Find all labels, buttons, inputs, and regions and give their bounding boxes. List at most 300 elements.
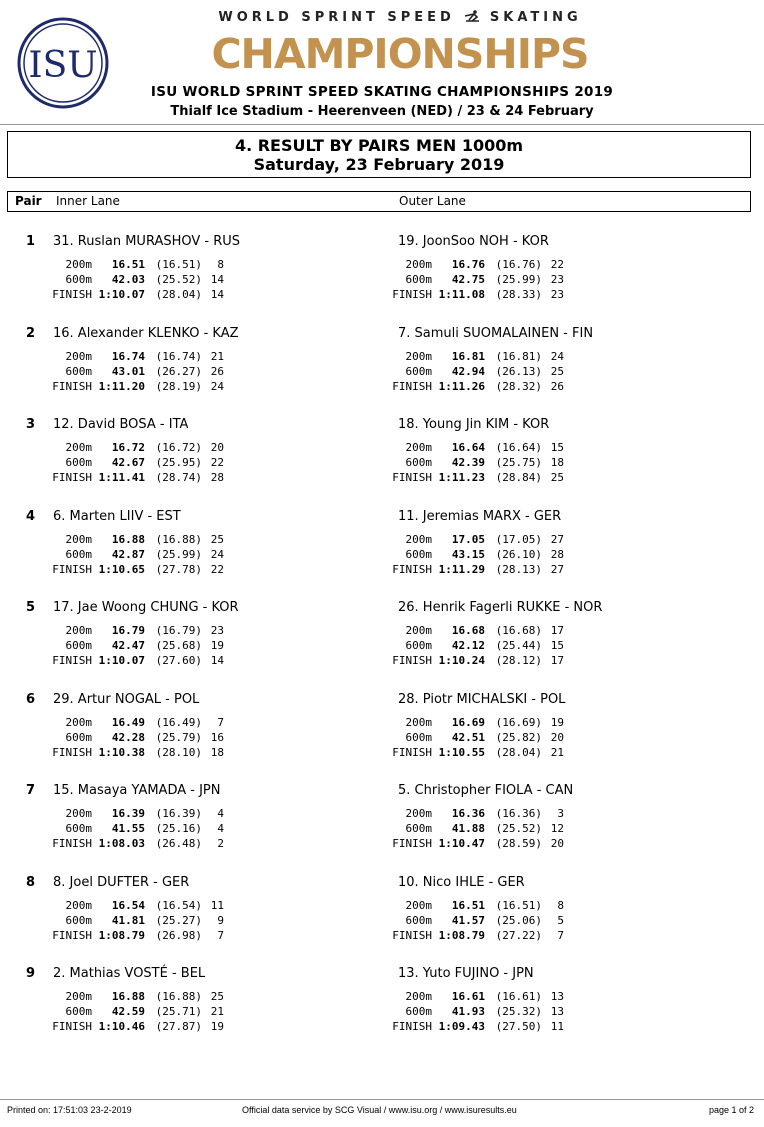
lap-time: (16.88) bbox=[155, 990, 202, 1003]
inner-split-row bbox=[22, 624, 262, 638]
top-line-end: SKATING bbox=[489, 10, 582, 25]
lap-time: (28.59) bbox=[495, 837, 542, 850]
split-label: 200m bbox=[405, 715, 432, 729]
split-time: 16.74 bbox=[111, 349, 145, 363]
lap-time: (16.36) bbox=[495, 807, 542, 820]
split-time: 1:10.07 bbox=[98, 288, 145, 301]
outer-split-row bbox=[362, 365, 602, 379]
inner-split-row bbox=[22, 441, 262, 455]
lap-time: (25.75) bbox=[495, 456, 542, 469]
split-time: 41.55 bbox=[111, 822, 145, 835]
outer-split-row bbox=[362, 441, 602, 455]
inner-skater-name: 17. Jae Woong CHUNG - KOR bbox=[53, 600, 239, 615]
split-rank: 16 bbox=[210, 730, 224, 744]
lap-time: (16.68) bbox=[495, 624, 542, 637]
pair-number: 2 bbox=[26, 325, 36, 341]
split-label: FINISH bbox=[52, 1020, 92, 1033]
split-rank: 17 bbox=[550, 654, 564, 667]
split-label: 200m bbox=[65, 532, 92, 546]
split-time: 1:10.55 bbox=[438, 745, 485, 759]
split-label: FINISH bbox=[392, 1020, 432, 1033]
split-rank: 24 bbox=[210, 547, 224, 561]
inner-skater-name: 2. Mathias VOSTÉ - BEL bbox=[53, 966, 206, 981]
split-time: 41.81 bbox=[111, 913, 145, 927]
split-label: 200m bbox=[405, 349, 432, 363]
outer-split-row bbox=[362, 639, 602, 653]
split-rank: 7 bbox=[557, 928, 564, 942]
split-label: 600m bbox=[405, 273, 432, 286]
split-time: 16.61 bbox=[451, 990, 485, 1003]
top-line-text: WORLD SPRINT SPEED bbox=[218, 10, 455, 25]
split-rank: 25 bbox=[550, 471, 564, 484]
split-time: 16.88 bbox=[111, 990, 145, 1003]
split-rank: 27 bbox=[550, 532, 564, 546]
split-rank: 15 bbox=[550, 639, 564, 652]
split-time: 1:10.47 bbox=[438, 837, 485, 850]
lap-time: (16.69) bbox=[495, 715, 542, 729]
outer-split-row bbox=[362, 929, 602, 943]
split-rank: 23 bbox=[210, 624, 224, 637]
pair-block bbox=[0, 966, 764, 1057]
lap-time: (16.76) bbox=[495, 258, 542, 271]
footer-service: Official data service by SCG Visual / www.isu.org / www.isuresults.eu bbox=[242, 1105, 517, 1115]
split-label: 200m bbox=[65, 715, 92, 729]
outer-split-row bbox=[362, 273, 602, 287]
split-time: 42.59 bbox=[111, 1005, 145, 1018]
split-rank: 14 bbox=[210, 288, 224, 301]
lap-time: (16.54) bbox=[155, 898, 202, 912]
split-label: FINISH bbox=[392, 562, 432, 576]
inner-skater-name: 16. Alexander KLENKO - KAZ bbox=[53, 325, 239, 341]
split-time: 42.12 bbox=[451, 639, 485, 652]
result-date: Saturday, 23 February 2019 bbox=[253, 155, 505, 174]
split-label: 200m bbox=[65, 990, 92, 1003]
inner-skater-name: 15. Masaya YAMADA - JPN bbox=[53, 783, 221, 798]
split-label: 600m bbox=[65, 822, 92, 835]
pair-block bbox=[0, 234, 764, 325]
outer-split-row bbox=[362, 654, 602, 668]
lap-time: (25.68) bbox=[155, 639, 202, 652]
outer-skater-name: 26. Henrik Fagerli RUKKE - NOR bbox=[398, 600, 603, 615]
split-time: 42.67 bbox=[111, 456, 145, 469]
outer-skater-name: 19. JoonSoo NOH - KOR bbox=[398, 234, 549, 249]
split-rank: 19 bbox=[550, 715, 564, 729]
pair-number: 9 bbox=[26, 966, 36, 981]
split-time: 1:10.24 bbox=[438, 654, 485, 667]
outer-skater-name: 7. Samuli SUOMALAINEN - FIN bbox=[398, 325, 594, 341]
split-time: 1:11.23 bbox=[438, 471, 485, 484]
pair-block bbox=[0, 783, 764, 874]
split-time: 1:11.20 bbox=[98, 379, 145, 393]
inner-split-row bbox=[22, 639, 262, 653]
split-rank: 23 bbox=[550, 273, 564, 286]
pair-number: 1 bbox=[26, 234, 36, 249]
split-time: 42.39 bbox=[451, 456, 485, 469]
pair-number: 3 bbox=[26, 417, 36, 432]
outer-split-row bbox=[362, 288, 602, 302]
split-label: 600m bbox=[65, 913, 92, 927]
inner-split-row bbox=[22, 350, 262, 364]
split-time: 16.69 bbox=[451, 715, 485, 729]
outer-skater-name: 28. Piotr MICHALSKI - POL bbox=[398, 691, 566, 707]
split-rank: 15 bbox=[550, 441, 564, 454]
split-time: 1:10.07 bbox=[98, 654, 145, 667]
lap-time: (16.64) bbox=[495, 441, 542, 454]
split-rank: 22 bbox=[550, 258, 564, 271]
lap-time: (28.74) bbox=[155, 471, 202, 484]
split-label: 600m bbox=[65, 639, 92, 652]
inner-skater-name: 12. David BOSA - ITA bbox=[53, 417, 189, 432]
column-header bbox=[7, 191, 751, 212]
inner-split-row bbox=[22, 548, 262, 562]
lap-time: (17.05) bbox=[495, 532, 542, 546]
inner-split-row bbox=[22, 746, 262, 760]
outer-split-row bbox=[362, 716, 602, 730]
outer-skater-name: 10. Nico IHLE - GER bbox=[398, 874, 525, 890]
outer-split-row bbox=[362, 822, 602, 836]
split-label: 200m bbox=[405, 624, 432, 637]
split-rank: 8 bbox=[557, 898, 564, 912]
split-rank: 22 bbox=[210, 456, 224, 469]
split-time: 16.51 bbox=[111, 258, 145, 271]
split-time: 16.88 bbox=[111, 532, 145, 546]
lap-time: (26.27) bbox=[155, 364, 202, 378]
inner-split-row bbox=[22, 1005, 262, 1019]
split-rank: 7 bbox=[217, 928, 224, 942]
split-label: 600m bbox=[65, 273, 92, 286]
split-rank: 22 bbox=[210, 562, 224, 576]
split-label: 600m bbox=[405, 730, 432, 744]
lap-time: (28.33) bbox=[495, 288, 542, 301]
split-time: 16.51 bbox=[451, 898, 485, 912]
lap-time: (25.52) bbox=[155, 273, 202, 286]
pair-number: 4 bbox=[26, 508, 36, 524]
outer-split-row bbox=[362, 471, 602, 485]
outer-split-row bbox=[362, 456, 602, 470]
event-name: ISU WORLD SPRINT SPEED SKATING CHAMPIONSHIPS 2019 bbox=[150, 84, 614, 100]
lap-time: (26.13) bbox=[495, 364, 542, 378]
split-rank: 4 bbox=[217, 807, 224, 820]
split-time: 41.57 bbox=[451, 913, 485, 927]
lap-time: (28.19) bbox=[155, 379, 202, 393]
split-label: FINISH bbox=[52, 379, 92, 393]
outer-skater-name: 13. Yuto FUJINO - JPN bbox=[398, 966, 534, 981]
outer-split-row bbox=[362, 1005, 602, 1019]
split-rank: 14 bbox=[210, 273, 224, 286]
split-time: 41.88 bbox=[451, 822, 485, 835]
pair-number: 7 bbox=[26, 783, 36, 798]
logo-text: ISU bbox=[28, 45, 98, 86]
lap-time: (16.81) bbox=[495, 349, 542, 363]
lap-time: (28.13) bbox=[495, 562, 542, 576]
split-rank: 5 bbox=[557, 913, 564, 927]
lap-time: (25.16) bbox=[155, 822, 202, 835]
outer-skater-name: 5. Christopher FIOLA - CAN bbox=[398, 783, 574, 798]
split-rank: 13 bbox=[550, 1005, 564, 1018]
split-label: 600m bbox=[405, 639, 432, 652]
split-time: 16.64 bbox=[451, 441, 485, 454]
lap-time: (27.50) bbox=[495, 1020, 542, 1033]
inner-split-row bbox=[22, 258, 262, 272]
outer-skater-name: 11. Jeremias MARX - GER bbox=[398, 508, 562, 524]
split-rank: 14 bbox=[210, 654, 224, 667]
pair-number: 8 bbox=[26, 874, 36, 890]
pair-block bbox=[0, 326, 764, 417]
outer-split-row bbox=[362, 837, 602, 851]
split-time: 42.94 bbox=[451, 364, 485, 378]
split-label: 600m bbox=[65, 730, 92, 744]
split-rank: 25 bbox=[550, 364, 564, 378]
inner-split-row bbox=[22, 273, 262, 287]
split-time: 42.87 bbox=[111, 547, 145, 561]
lap-time: (26.10) bbox=[495, 547, 542, 561]
inner-split-row bbox=[22, 807, 262, 821]
skater-icon bbox=[463, 10, 481, 22]
split-label: 200m bbox=[65, 624, 92, 637]
split-label: FINISH bbox=[392, 471, 432, 484]
outer-split-row bbox=[362, 746, 602, 760]
split-label: FINISH bbox=[52, 928, 92, 942]
split-time: 16.79 bbox=[111, 624, 145, 637]
split-time: 1:11.41 bbox=[98, 471, 145, 484]
split-time: 17.05 bbox=[451, 532, 485, 546]
split-label: 200m bbox=[65, 807, 92, 820]
lap-time: (16.61) bbox=[495, 990, 542, 1003]
split-label: 200m bbox=[405, 807, 432, 820]
split-label: 600m bbox=[65, 364, 92, 378]
lap-time: (16.74) bbox=[155, 349, 202, 363]
outer-split-row bbox=[362, 807, 602, 821]
split-time: 1:10.46 bbox=[98, 1020, 145, 1033]
outer-split-row bbox=[362, 380, 602, 394]
split-label: 200m bbox=[405, 990, 432, 1003]
split-label: FINISH bbox=[52, 288, 92, 301]
inner-skater-name: 6. Marten LIIV - EST bbox=[53, 508, 181, 524]
inner-skater-name: 29. Artur NOGAL - POL bbox=[53, 691, 200, 707]
split-label: 200m bbox=[65, 349, 92, 363]
inner-split-row bbox=[22, 899, 262, 913]
split-rank: 27 bbox=[550, 562, 564, 576]
outer-split-row bbox=[362, 990, 602, 1004]
split-rank: 21 bbox=[210, 349, 224, 363]
split-label: FINISH bbox=[52, 745, 92, 759]
split-label: FINISH bbox=[392, 837, 432, 850]
split-label: 600m bbox=[405, 822, 432, 835]
footer-printed: Printed on: 17:51:03 23-2-2019 bbox=[7, 1105, 132, 1115]
inner-split-row bbox=[22, 929, 262, 943]
inner-skater-name: 8. Joel DUFTER - GER bbox=[53, 874, 190, 890]
split-rank: 23 bbox=[550, 288, 564, 301]
split-label: 600m bbox=[405, 364, 432, 378]
split-time: 16.36 bbox=[451, 807, 485, 820]
lap-time: (16.51) bbox=[495, 898, 542, 912]
outer-split-row bbox=[362, 548, 602, 562]
top-line bbox=[160, 10, 640, 25]
split-time: 43.01 bbox=[111, 364, 145, 378]
lap-time: (25.82) bbox=[495, 730, 542, 744]
lap-time: (25.95) bbox=[155, 456, 202, 469]
split-time: 16.39 bbox=[111, 807, 145, 820]
column-pair: Pair bbox=[15, 194, 42, 208]
inner-split-row bbox=[22, 1020, 262, 1034]
inner-split-row bbox=[22, 563, 262, 577]
outer-split-row bbox=[362, 914, 602, 928]
split-time: 42.47 bbox=[111, 639, 145, 652]
split-label: 200m bbox=[65, 441, 92, 454]
split-label: FINISH bbox=[52, 471, 92, 484]
split-time: 1:10.38 bbox=[98, 745, 145, 759]
pair-number: 5 bbox=[26, 600, 36, 615]
split-rank: 9 bbox=[217, 913, 224, 927]
split-time: 16.81 bbox=[451, 349, 485, 363]
split-rank: 4 bbox=[217, 822, 224, 835]
championships-title: CHAMPIONSHIPS bbox=[211, 30, 589, 78]
pair-number: 6 bbox=[26, 691, 36, 707]
lap-time: (28.10) bbox=[155, 745, 202, 759]
split-label: FINISH bbox=[392, 928, 432, 942]
split-rank: 20 bbox=[550, 730, 564, 744]
split-label: FINISH bbox=[392, 654, 432, 667]
inner-split-row bbox=[22, 731, 262, 745]
split-label: 600m bbox=[405, 913, 432, 927]
inner-split-row bbox=[22, 471, 262, 485]
split-rank: 2 bbox=[217, 837, 224, 850]
lap-time: (27.87) bbox=[155, 1020, 202, 1033]
split-label: FINISH bbox=[392, 379, 432, 393]
split-rank: 19 bbox=[210, 1020, 224, 1033]
split-label: 200m bbox=[65, 258, 92, 271]
lap-time: (25.06) bbox=[495, 913, 542, 927]
outer-split-row bbox=[362, 899, 602, 913]
lap-time: (16.39) bbox=[155, 807, 202, 820]
lap-time: (26.48) bbox=[155, 837, 202, 850]
split-rank: 24 bbox=[210, 379, 224, 393]
split-time: 1:08.79 bbox=[98, 928, 145, 942]
split-label: 600m bbox=[405, 547, 432, 561]
lap-time: (25.71) bbox=[155, 1005, 202, 1018]
outer-split-row bbox=[362, 563, 602, 577]
split-label: 200m bbox=[405, 258, 432, 271]
split-rank: 28 bbox=[550, 547, 564, 561]
split-label: FINISH bbox=[52, 654, 92, 667]
split-label: 600m bbox=[405, 1005, 432, 1018]
split-rank: 28 bbox=[210, 471, 224, 484]
split-label: FINISH bbox=[52, 562, 92, 576]
split-label: FINISH bbox=[52, 837, 92, 850]
lap-time: (28.32) bbox=[495, 379, 542, 393]
split-time: 42.75 bbox=[451, 273, 485, 286]
inner-split-row bbox=[22, 654, 262, 668]
lap-time: (28.04) bbox=[495, 745, 542, 759]
split-rank: 8 bbox=[217, 258, 224, 271]
split-time: 1:08.79 bbox=[438, 928, 485, 942]
lap-time: (16.88) bbox=[155, 532, 202, 546]
lap-time: (16.49) bbox=[155, 715, 202, 729]
pair-block bbox=[0, 417, 764, 508]
pair-block bbox=[0, 875, 764, 966]
split-label: 600m bbox=[405, 456, 432, 469]
inner-split-row bbox=[22, 914, 262, 928]
split-time: 16.68 bbox=[451, 624, 485, 637]
split-time: 42.28 bbox=[111, 730, 145, 744]
outer-split-row bbox=[362, 258, 602, 272]
venue-line: Thialf Ice Stadium - Heerenveen (NED) / 23 & 24 February bbox=[170, 104, 594, 119]
split-rank: 18 bbox=[210, 745, 224, 759]
inner-split-row bbox=[22, 716, 262, 730]
split-label: 200m bbox=[405, 898, 432, 912]
split-label: 200m bbox=[65, 898, 92, 912]
split-time: 1:11.08 bbox=[438, 288, 485, 301]
outer-skater-name: 18. Young Jin KIM - KOR bbox=[398, 417, 550, 432]
lap-time: (26.98) bbox=[155, 928, 202, 942]
pair-block bbox=[0, 509, 764, 600]
split-rank: 26 bbox=[550, 379, 564, 393]
inner-split-row bbox=[22, 288, 262, 302]
lap-time: (25.99) bbox=[495, 273, 542, 286]
split-label: 200m bbox=[405, 441, 432, 454]
inner-skater-name: 31. Ruslan MURASHOV - RUS bbox=[53, 234, 241, 249]
split-rank: 25 bbox=[210, 990, 224, 1003]
outer-split-row bbox=[362, 1020, 602, 1034]
separator-top bbox=[0, 124, 764, 125]
split-rank: 17 bbox=[550, 624, 564, 637]
lap-time: (16.72) bbox=[155, 441, 202, 454]
lap-time: (28.04) bbox=[155, 288, 202, 301]
split-time: 16.54 bbox=[111, 898, 145, 912]
split-label: 600m bbox=[65, 456, 92, 469]
split-rank: 13 bbox=[550, 990, 564, 1003]
split-time: 1:09.43 bbox=[438, 1020, 485, 1033]
split-time: 43.15 bbox=[451, 547, 485, 561]
split-time: 1:11.29 bbox=[438, 562, 485, 576]
pair-block bbox=[0, 692, 764, 783]
footer-page: page 1 of 2 bbox=[708, 1105, 754, 1115]
inner-split-row bbox=[22, 456, 262, 470]
split-label: 600m bbox=[65, 1005, 92, 1018]
inner-split-row bbox=[22, 837, 262, 851]
inner-split-row bbox=[22, 822, 262, 836]
split-label: 600m bbox=[65, 547, 92, 561]
lap-time: (28.84) bbox=[495, 471, 542, 484]
split-rank: 21 bbox=[210, 1005, 224, 1018]
column-inner-lane: Inner Lane bbox=[56, 194, 120, 208]
isu-logo bbox=[17, 17, 109, 109]
lap-time: (25.79) bbox=[155, 730, 202, 744]
split-rank: 25 bbox=[210, 532, 224, 546]
outer-split-row bbox=[362, 731, 602, 745]
split-rank: 11 bbox=[210, 898, 224, 912]
split-rank: 7 bbox=[217, 715, 224, 729]
split-rank: 19 bbox=[210, 639, 224, 652]
split-label: FINISH bbox=[392, 745, 432, 759]
split-rank: 3 bbox=[557, 807, 564, 820]
pair-block bbox=[0, 600, 764, 691]
outer-split-row bbox=[362, 533, 602, 547]
result-title: 4. RESULT BY PAIRS MEN 1000m bbox=[234, 136, 524, 155]
inner-split-row bbox=[22, 365, 262, 379]
split-time: 16.76 bbox=[451, 258, 485, 271]
split-time: 1:08.03 bbox=[98, 837, 145, 850]
split-rank: 24 bbox=[550, 349, 564, 363]
lap-time: (25.44) bbox=[495, 639, 542, 652]
split-time: 41.93 bbox=[451, 1005, 485, 1018]
split-label: FINISH bbox=[392, 288, 432, 301]
result-header-box bbox=[7, 131, 751, 178]
lap-time: (28.12) bbox=[495, 654, 542, 667]
split-rank: 18 bbox=[550, 456, 564, 469]
lap-time: (27.78) bbox=[155, 562, 202, 576]
split-time: 16.72 bbox=[111, 441, 145, 454]
